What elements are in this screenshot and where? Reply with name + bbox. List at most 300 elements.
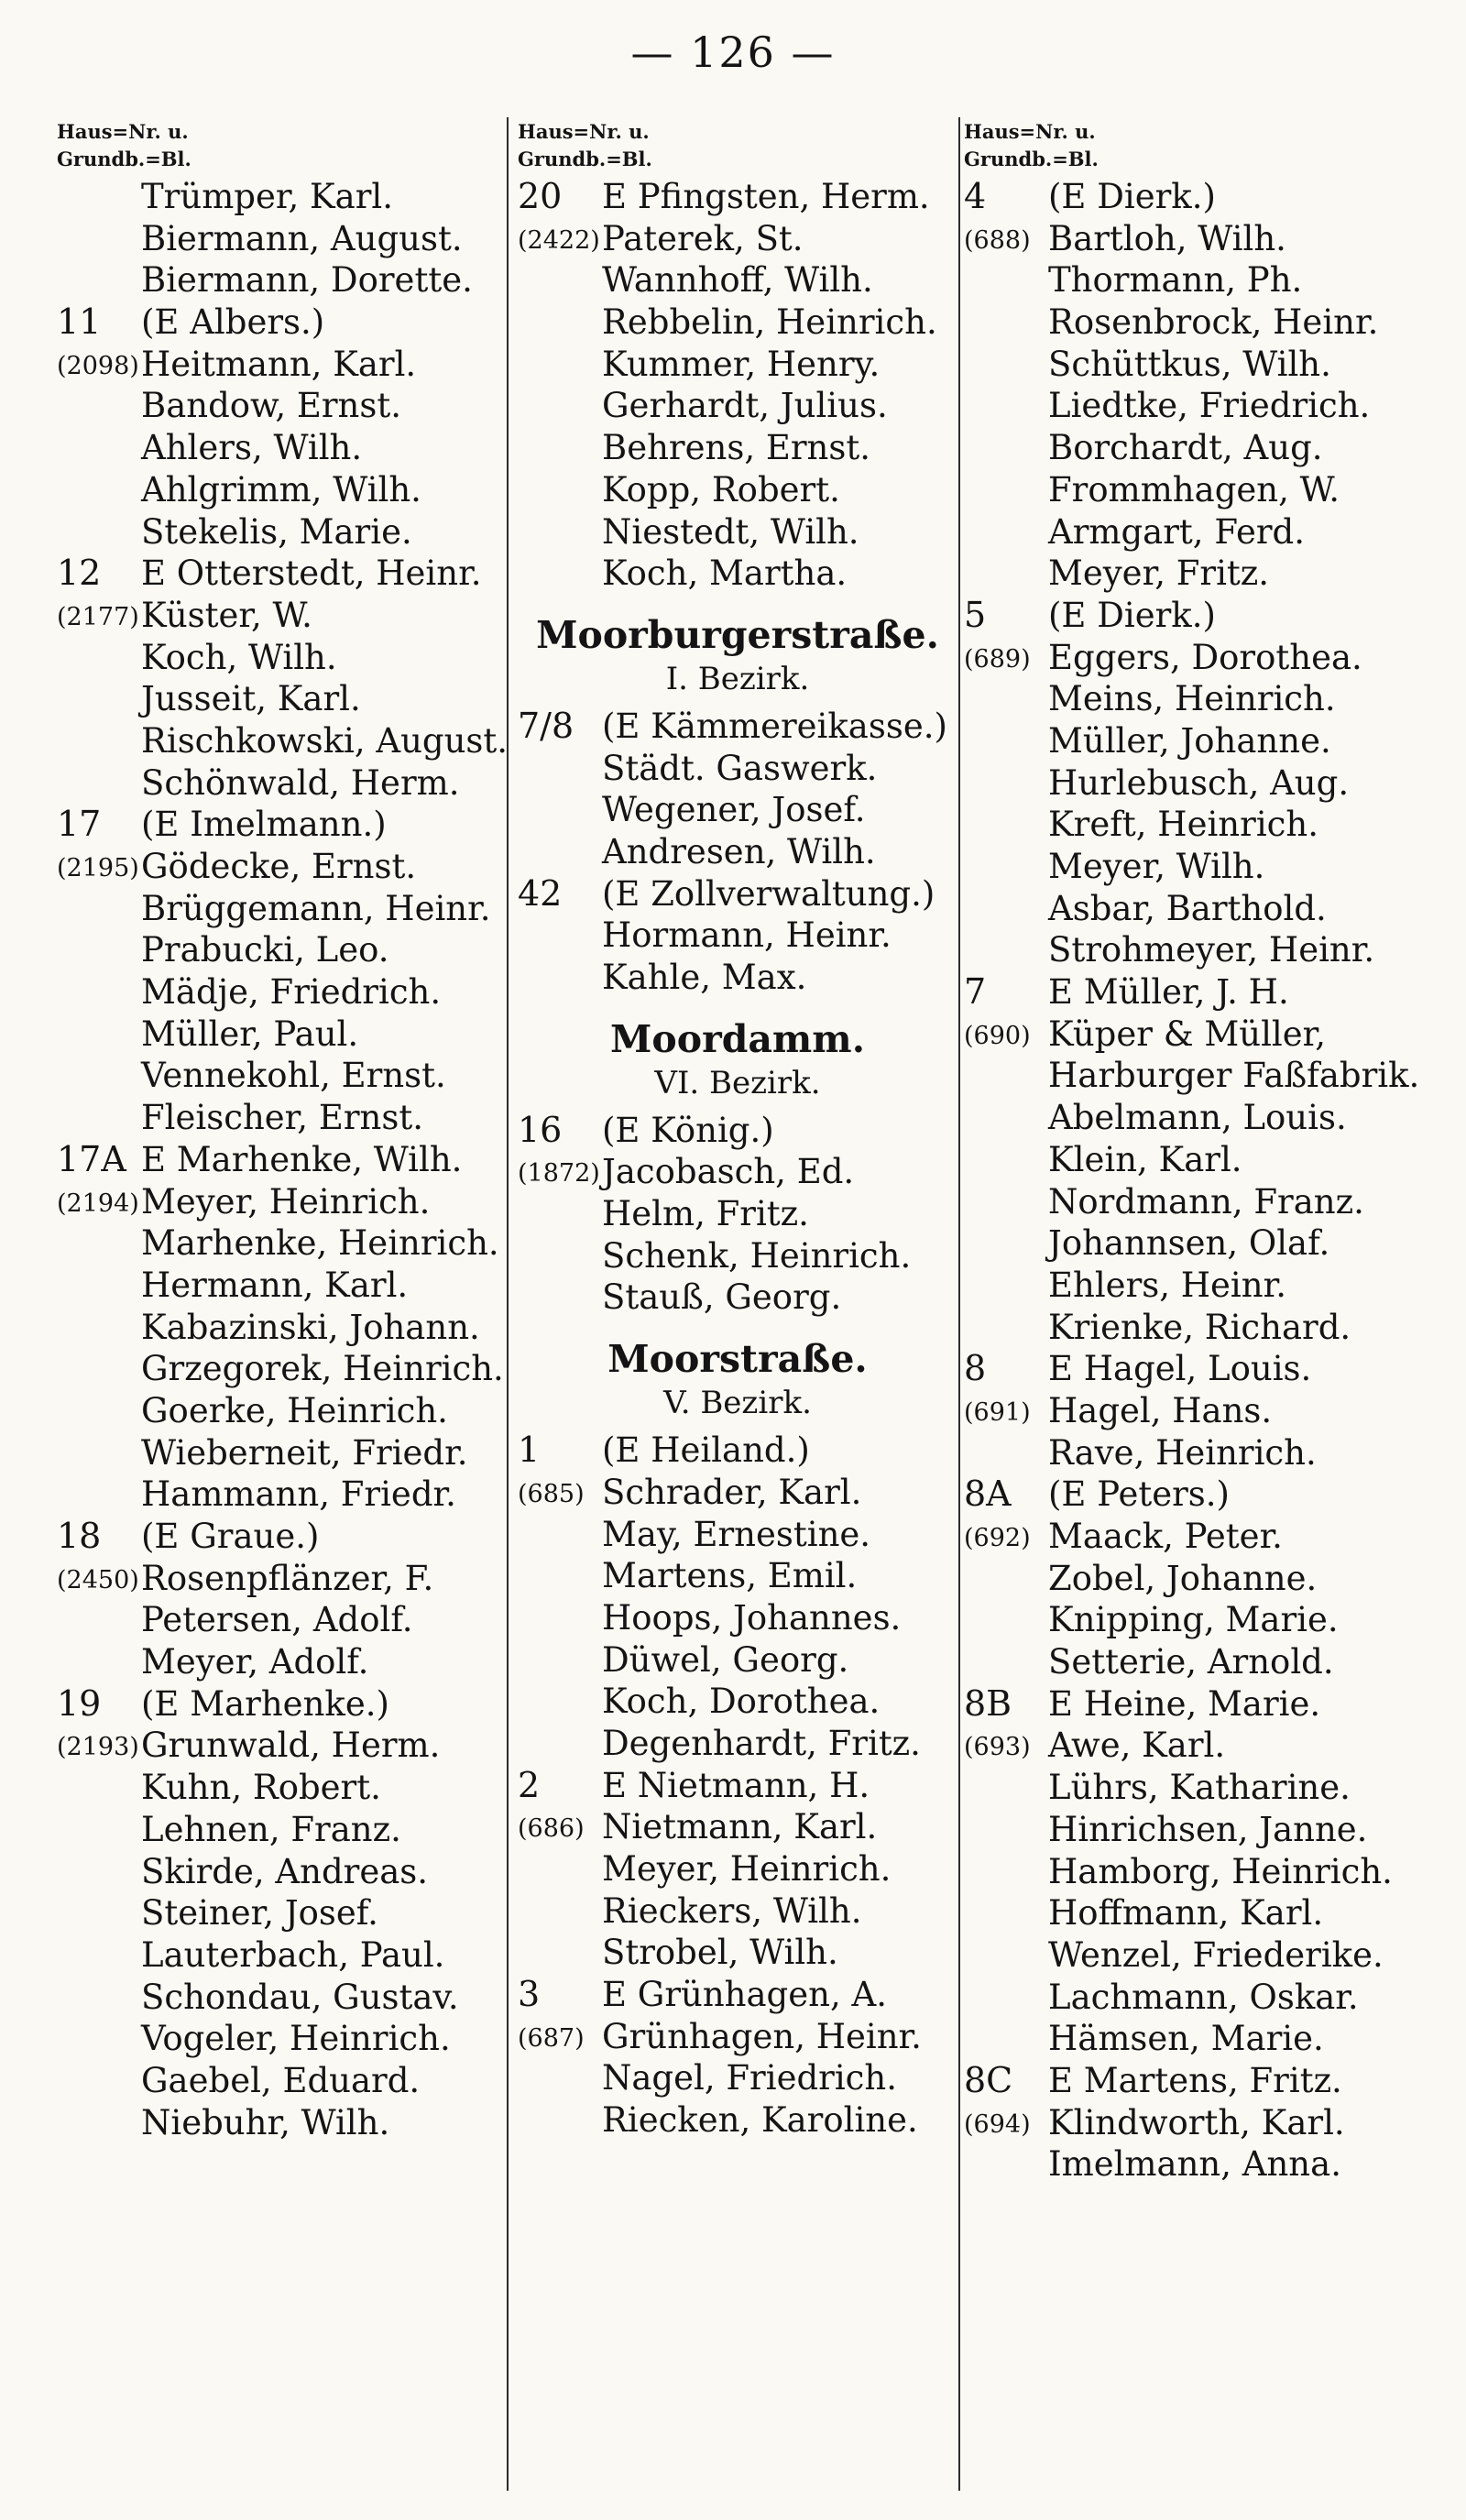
resident-name: Hammann, Friedr. — [141, 1474, 456, 1515]
directory-entry — [518, 1276, 957, 1319]
directory-entry — [518, 1430, 957, 1472]
directory-entry — [964, 1809, 1413, 1851]
land-register-number: (686) — [518, 1814, 585, 1844]
directory-entry — [57, 1767, 506, 1809]
directory-entry — [57, 469, 506, 511]
district-label: I. Bezirk. — [665, 660, 810, 697]
resident-name: Bartloh, Wilh. — [1048, 218, 1286, 258]
spacer — [518, 595, 957, 611]
directory-entry — [964, 1097, 1413, 1139]
directory-entry — [518, 385, 957, 427]
directory-entry — [964, 1641, 1413, 1683]
resident-name: Koch, Martha. — [602, 553, 848, 594]
house-number: 17 — [57, 804, 102, 845]
directory-entry — [964, 1516, 1413, 1558]
directory-entry — [964, 1222, 1413, 1265]
directory-entry — [57, 929, 506, 971]
resident-name: (E Graue.) — [141, 1517, 320, 1556]
resident-name: Imelmann, Anna. — [1048, 2144, 1341, 2185]
directory-entry — [57, 427, 506, 469]
resident-name: Jacobasch, Ed. — [602, 1152, 855, 1192]
resident-name: Degenhardt, Fritz. — [602, 1723, 921, 1763]
directory-entry — [57, 762, 506, 805]
house-number: 20 — [518, 176, 563, 216]
directory-entry — [57, 1599, 506, 1641]
resident-name: Müller, Paul. — [141, 1013, 359, 1054]
resident-name: Meyer, Fritz. — [1048, 553, 1270, 594]
resident-name: Grzegorek, Heinrich. — [141, 1349, 504, 1389]
resident-name: Wannhoff, Wilh. — [602, 260, 873, 301]
directory-entry — [518, 1639, 957, 1682]
directory-entry — [964, 553, 1413, 595]
directory-entry — [57, 344, 506, 386]
resident-name: Niebuhr, Wilh. — [141, 2102, 390, 2142]
resident-name: Stekelis, Marie. — [141, 511, 412, 552]
resident-name: Ahlgrimm, Wilh. — [141, 469, 421, 509]
land-register-number: (691) — [964, 1397, 1031, 1427]
spacer — [518, 1319, 957, 1335]
land-register-number: (690) — [964, 1021, 1031, 1050]
directory-entry — [57, 1390, 506, 1432]
resident-name: Ahlers, Wilh. — [141, 428, 363, 468]
directory-entry — [57, 1139, 506, 1181]
resident-name: Rosenpflänzer, F. — [141, 1558, 434, 1598]
directory-entry — [57, 888, 506, 930]
directory-entry — [964, 2102, 1413, 2144]
resident-name: Trümper, Karl. — [141, 177, 393, 216]
directory-entry — [964, 1558, 1413, 1600]
directory-entry — [964, 1474, 1413, 1516]
directory-entry — [57, 301, 506, 344]
house-number: 8 — [964, 1348, 987, 1389]
resident-name: Armgart, Ferd. — [1048, 511, 1305, 552]
resident-name: Grunwald, Herm. — [141, 1726, 441, 1766]
house-number: 1 — [518, 1430, 541, 1471]
resident-name: Lehnen, Franz. — [141, 1809, 401, 1849]
directory-entry — [518, 706, 957, 748]
column-2 — [518, 121, 957, 2142]
directory-entry — [964, 1307, 1413, 1349]
resident-name: Biermann, August. — [141, 218, 463, 258]
resident-name: Schenk, Heinrich. — [602, 1235, 912, 1276]
resident-name: Knipping, Marie. — [1048, 1600, 1339, 1640]
resident-name: Müller, Johanne. — [1048, 720, 1331, 761]
resident-name: Düwel, Georg. — [602, 1639, 849, 1680]
directory-entry — [518, 2016, 957, 2058]
resident-name: Kopp, Robert. — [602, 469, 840, 509]
directory-entry — [57, 1725, 506, 1767]
resident-name: Abelmann, Louis. — [1048, 1098, 1347, 1138]
directory-entry — [57, 218, 506, 260]
directory-entry — [518, 218, 957, 260]
resident-name: Hagel, Hans. — [1048, 1390, 1273, 1430]
directory-entry — [964, 1055, 1420, 1097]
resident-name: Setterie, Arnold. — [1048, 1642, 1334, 1682]
resident-name: Gerhardt, Julius. — [602, 386, 888, 426]
directory-entry — [57, 846, 506, 888]
directory-entry — [518, 259, 957, 301]
directory-entry — [57, 1851, 506, 1893]
directory-entry — [518, 1681, 957, 1723]
directory-entry — [57, 971, 506, 1013]
resident-name: (E Imelmann.) — [141, 805, 387, 845]
house-number: 7 — [964, 971, 987, 1013]
resident-name: Rebbelin, Heinrich. — [602, 302, 937, 343]
directory-entry — [518, 1806, 957, 1848]
directory-entry — [964, 385, 1413, 427]
house-number: 8C — [964, 2059, 1013, 2100]
directory-entry — [964, 2018, 1413, 2060]
land-register-number: (2195) — [57, 854, 139, 882]
directory-entry — [964, 678, 1413, 720]
directory-entry — [57, 1097, 506, 1139]
resident-name: Küster, W. — [141, 595, 312, 635]
resident-name: Petersen, Adolf. — [141, 1600, 413, 1640]
resident-name: Klein, Karl. — [1048, 1139, 1242, 1179]
resident-name: Städt. Gaswerk. — [602, 748, 878, 788]
resident-name: (E Albers.) — [141, 302, 325, 343]
directory-entry — [964, 1851, 1413, 1893]
directory-entry — [57, 1892, 506, 1934]
resident-name: Hurlebusch, Aug. — [1048, 762, 1350, 803]
directory-entry — [518, 957, 957, 999]
resident-name: Schrader, Karl. — [602, 1472, 862, 1512]
directory-entry — [57, 678, 506, 720]
house-number: 5 — [964, 594, 987, 635]
land-register-number: (687) — [518, 2023, 585, 2053]
directory-entry — [964, 1683, 1413, 1726]
directory-entry — [964, 2143, 1413, 2186]
directory-entry — [964, 846, 1413, 888]
resident-name: Fleischer, Ernst. — [141, 1098, 423, 1138]
resident-name: (E Heiland.) — [602, 1430, 810, 1471]
house-number: 8B — [964, 1682, 1012, 1724]
resident-name: Lachmann, Oskar. — [1048, 1977, 1359, 2017]
directory-entry — [518, 1110, 957, 1152]
resident-name: Kabazinski, Johann. — [141, 1307, 480, 1347]
resident-name: E Grünhagen, A. — [602, 1975, 887, 2015]
directory-entry — [964, 2060, 1413, 2102]
resident-name: E Müller, J. H. — [1048, 972, 1289, 1013]
directory-entry — [57, 1516, 506, 1558]
resident-name: Gaebel, Eduard. — [141, 2060, 421, 2100]
land-register-number: (2098) — [57, 351, 139, 380]
directory-entry — [964, 511, 1413, 553]
resident-name: Schondau, Gustav. — [141, 1977, 459, 2017]
column-header-label: Haus=Nr. u. — [964, 120, 1096, 143]
resident-name: Frommhagen, W. — [1048, 469, 1340, 509]
resident-name: (E König.) — [602, 1110, 774, 1150]
resident-name: Borchardt, Aug. — [1048, 428, 1323, 468]
column-header-label: Grundb.=Bl. — [57, 148, 191, 170]
resident-name: (E Kämmereikasse.) — [602, 706, 947, 746]
directory-entry — [964, 1432, 1413, 1474]
directory-entry — [518, 1932, 957, 1974]
directory-entry — [518, 2099, 957, 2142]
directory-entry — [964, 469, 1413, 511]
column-1 — [57, 120, 509, 2143]
house-number: 17A — [57, 1138, 126, 1179]
resident-name: Mädje, Friedrich. — [141, 972, 442, 1013]
house-number: 11 — [57, 301, 102, 343]
directory-entry — [57, 1934, 506, 1977]
resident-name: Biermann, Dorette. — [141, 260, 473, 301]
resident-name: Meyer, Heinrich. — [602, 1849, 892, 1889]
directory-entry — [964, 1139, 1413, 1181]
land-register-number: (2194) — [57, 1189, 139, 1218]
resident-name: Jusseit, Karl. — [141, 679, 361, 719]
resident-name: Martens, Emil. — [602, 1556, 858, 1596]
directory-entry — [964, 301, 1413, 344]
directory-entry — [57, 1809, 506, 1851]
resident-name: Maack, Peter. — [1048, 1517, 1283, 1556]
resident-name: (E Dierk.) — [1048, 595, 1216, 635]
resident-name: Behrens, Ernst. — [602, 428, 870, 468]
directory-entry — [57, 1683, 506, 1726]
land-register-number: (2193) — [57, 1733, 139, 1762]
column-header-label: Haus=Nr. u. — [518, 120, 650, 143]
land-register-number: (689) — [964, 644, 1031, 674]
resident-name: Klindworth, Karl. — [1048, 2102, 1345, 2142]
resident-name: Riecken, Karoline. — [602, 2100, 918, 2141]
directory-entry — [57, 2060, 506, 2102]
directory-entry — [518, 1555, 957, 1597]
resident-name: Wegener, Josef. — [602, 790, 866, 830]
resident-name: Kahle, Max. — [602, 958, 807, 997]
resident-name: Schönwald, Herm. — [141, 762, 460, 803]
column-separator — [958, 117, 960, 2491]
directory-entry — [518, 1151, 957, 1193]
resident-name: Lauterbach, Paul. — [141, 1934, 445, 1975]
resident-name: Küper & Müller, — [1048, 1013, 1327, 1054]
district-label: V. Bezirk. — [663, 1385, 812, 1422]
directory-entry — [57, 1013, 506, 1056]
resident-name: Paterek, St. — [602, 218, 804, 258]
column-header-label: Grundb.=Bl. — [518, 148, 652, 170]
directory-entry — [518, 553, 957, 595]
directory-entry — [518, 2057, 957, 2099]
resident-name: Helm, Fritz. — [602, 1194, 809, 1234]
resident-name: Nordmann, Franz. — [1048, 1181, 1364, 1222]
resident-name: Rieckers, Wilh. — [602, 1890, 862, 1931]
column-separator — [507, 117, 509, 2491]
resident-name: Strobel, Wilh. — [602, 1933, 838, 1973]
directory-entry — [518, 748, 957, 790]
resident-name: Meins, Heinrich. — [1048, 679, 1336, 719]
directory-entry — [518, 176, 957, 218]
directory-entry — [518, 915, 957, 957]
directory-entry — [964, 1767, 1413, 1809]
resident-name: E Pfingsten, Herm. — [602, 177, 930, 216]
house-number: 4 — [964, 176, 987, 216]
resident-name: Kuhn, Robert. — [141, 1768, 381, 1808]
land-register-number: (2177) — [57, 602, 139, 631]
house-number: 16 — [518, 1109, 563, 1150]
directory-entry — [57, 2018, 506, 2060]
directory-entry — [57, 1222, 506, 1265]
directory-entry — [964, 1265, 1413, 1307]
directory-entry — [518, 1890, 957, 1933]
resident-name: Gödecke, Ernst. — [141, 847, 417, 886]
resident-name: (E Marhenke.) — [141, 1683, 389, 1724]
directory-entry — [57, 1307, 506, 1349]
land-register-number: (688) — [964, 225, 1031, 255]
resident-name: Nagel, Friedrich. — [602, 2058, 897, 2098]
district-label: VI. Bezirk. — [654, 1064, 821, 1101]
directory-entry — [518, 831, 957, 873]
house-number: 3 — [518, 1974, 541, 2015]
directory-entry — [518, 1597, 957, 1639]
directory-entry — [964, 1892, 1413, 1934]
directory-entry — [518, 1193, 957, 1235]
directory-entry — [57, 1474, 506, 1516]
directory-entry — [518, 1472, 957, 1514]
resident-name: Koch, Dorothea. — [602, 1682, 881, 1722]
resident-name: Hamborg, Heinrich. — [1048, 1851, 1393, 1891]
column-3 — [964, 120, 1420, 2186]
directory-entry — [57, 511, 506, 553]
resident-name: Grünhagen, Heinr. — [602, 2016, 922, 2056]
directory-entry — [964, 929, 1413, 971]
resident-name: Awe, Karl. — [1048, 1726, 1226, 1766]
land-register-number: (1872) — [518, 1159, 600, 1189]
resident-name: Harburger Faßfabrik. — [1048, 1056, 1420, 1096]
directory-entry — [964, 1934, 1413, 1977]
resident-name: Stauß, Georg. — [602, 1277, 842, 1318]
house-number: 2 — [518, 1764, 541, 1805]
directory-entry — [964, 1599, 1413, 1641]
directory-entry — [518, 344, 957, 386]
resident-name: Bandow, Ernst. — [141, 386, 401, 426]
directory-entry — [518, 1723, 957, 1765]
directory-entry — [518, 1514, 957, 1556]
resident-name: Skirde, Andreas. — [141, 1851, 429, 1891]
directory-entry — [57, 385, 506, 427]
directory-entry — [518, 1235, 957, 1277]
directory-entry — [57, 804, 506, 846]
resident-name: E Martens, Fritz. — [1048, 2060, 1342, 2100]
resident-name: Zobel, Johanne. — [1048, 1558, 1318, 1598]
resident-name: Thormann, Ph. — [1048, 260, 1303, 301]
resident-name: Rave, Heinrich. — [1048, 1432, 1317, 1473]
resident-name: (E Dierk.) — [1048, 177, 1216, 216]
directory-entry — [964, 344, 1413, 386]
resident-name: Prabucki, Leo. — [141, 930, 389, 970]
resident-name: Andresen, Wilh. — [602, 831, 876, 871]
directory-entry — [964, 1181, 1413, 1223]
directory-entry — [57, 1558, 506, 1600]
directory-entry — [518, 469, 957, 511]
resident-name: Eggers, Dorothea. — [1048, 637, 1362, 677]
resident-name: Liedtke, Friedrich. — [1048, 386, 1371, 426]
resident-name: Vogeler, Heinrich. — [141, 2019, 451, 2059]
street-heading: Moordamm. — [610, 1016, 865, 1061]
directory-entry — [57, 176, 506, 218]
directory-entry — [964, 1348, 1413, 1390]
resident-name: Johannsen, Olaf. — [1048, 1223, 1330, 1264]
resident-name: Heitmann, Karl. — [141, 344, 417, 384]
resident-name: E Heine, Marie. — [1048, 1683, 1321, 1724]
column-header-label: Haus=Nr. u. — [57, 120, 189, 143]
directory-entry — [57, 2102, 506, 2144]
street-heading: Moorstraße. — [607, 1337, 868, 1382]
directory-entry — [964, 176, 1413, 218]
directory-entry — [518, 873, 957, 915]
resident-name: Hämsen, Marie. — [1048, 2019, 1324, 2059]
land-register-number: (693) — [964, 1733, 1031, 1762]
street-heading: Moorburgerstraße. — [536, 612, 939, 657]
resident-name: Krienke, Richard. — [1048, 1307, 1351, 1347]
directory-entry — [57, 1348, 506, 1390]
directory-entry — [964, 427, 1413, 469]
resident-name: Kummer, Henry. — [602, 344, 881, 384]
resident-name: Meyer, Adolf. — [141, 1642, 369, 1682]
resident-name: Marhenke, Heinrich. — [141, 1223, 499, 1264]
resident-name: E Nietmann, H. — [602, 1765, 870, 1805]
directory-entry — [57, 553, 506, 595]
directory-entry — [964, 218, 1413, 260]
resident-name: Wenzel, Friederike. — [1048, 1934, 1384, 1975]
directory-entry — [964, 971, 1413, 1013]
resident-name: Wieberneit, Friedr. — [141, 1432, 468, 1473]
resident-name: E Marhenke, Wilh. — [141, 1139, 463, 1179]
resident-name: (E Peters.) — [1048, 1474, 1230, 1515]
resident-name: Meyer, Heinrich. — [141, 1181, 431, 1222]
directory-entry — [57, 637, 506, 679]
resident-name: Hoffmann, Karl. — [1048, 1893, 1324, 1934]
spacer — [518, 999, 957, 1015]
resident-name: Rosenbrock, Heinr. — [1048, 302, 1379, 343]
directory-entry — [964, 595, 1413, 637]
resident-name: Hermann, Karl. — [141, 1265, 409, 1305]
directory-entry — [518, 789, 957, 831]
directory-entry — [518, 301, 957, 344]
land-register-number: (685) — [518, 1479, 585, 1508]
directory-entry — [57, 720, 509, 762]
land-register-number: (2422) — [518, 225, 600, 255]
directory-entry — [57, 1641, 506, 1683]
house-number: 42 — [518, 872, 563, 914]
resident-name: (E Zollverwaltung.) — [602, 873, 935, 914]
directory-entry — [964, 762, 1413, 805]
resident-name: Vennekohl, Ernst. — [141, 1056, 446, 1096]
house-number: 18 — [57, 1516, 102, 1556]
directory-entry — [518, 1848, 957, 1890]
resident-name: Koch, Wilh. — [141, 637, 337, 677]
resident-name: Rischkowski, August. — [141, 720, 509, 761]
directory-entry — [518, 511, 957, 553]
resident-name: Hinrichsen, Janne. — [1048, 1809, 1368, 1849]
resident-name: Kreft, Heinrich. — [1048, 805, 1318, 845]
directory-entry — [57, 259, 506, 301]
resident-name: Nietmann, Karl. — [602, 1807, 878, 1847]
directory-entry — [57, 1265, 506, 1307]
resident-name: Brüggemann, Heinr. — [141, 888, 491, 928]
resident-name: Hoops, Johannes. — [602, 1597, 902, 1638]
resident-name: E Hagel, Louis. — [1048, 1349, 1312, 1389]
land-register-number: (692) — [964, 1524, 1031, 1552]
house-number: 12 — [57, 553, 102, 594]
resident-name: Lührs, Katharine. — [1048, 1768, 1351, 1808]
resident-name: Meyer, Wilh. — [1048, 847, 1265, 886]
directory-entry — [57, 1181, 506, 1223]
resident-name: May, Ernestine. — [602, 1514, 871, 1554]
resident-name: Niestedt, Wilh. — [602, 511, 859, 552]
resident-name: Hormann, Heinr. — [602, 915, 892, 956]
directory-entry — [964, 720, 1413, 762]
directory-entry — [57, 1055, 506, 1097]
directory-entry — [57, 595, 506, 637]
